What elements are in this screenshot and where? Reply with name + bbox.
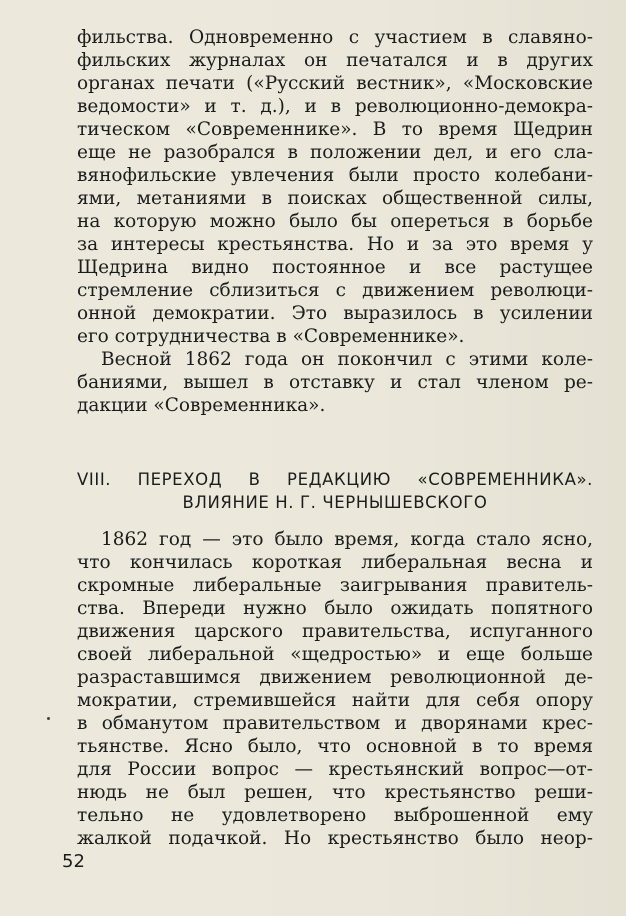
- text-line: разраставшимся движением революционной де-: [77, 667, 593, 688]
- text-line: ства. Впереди нужно было ожидать попятного: [77, 598, 593, 619]
- text-line: на которую можно было бы опереться в борьбе: [77, 211, 593, 232]
- text-line: мократии, стремившейся найти для себя опору: [77, 690, 593, 711]
- text-line: что кончилась короткая либеральная весна и: [77, 552, 593, 573]
- text-line: онной демократии. Это выразилось в усилении: [77, 303, 593, 324]
- text-line: тьянстве. Ясно было, что основной в то время: [77, 736, 593, 757]
- text-line: Весной 1862 года он покончил с этими коле-: [101, 349, 593, 370]
- text-line: тельно не удовлетворено выброшенной ему: [77, 805, 593, 826]
- text-line: ведомости» и т. д.), и в революционно-демокра-: [77, 96, 593, 117]
- text-block-bottom: [77, 528, 593, 850]
- text-line: за интересы крестьянства. Но и за это время у: [77, 234, 593, 255]
- text-line: органах печати («Русский вестник», «Московские: [77, 73, 593, 94]
- text-line: 1862 год — это было время, когда стало ясно,: [101, 529, 593, 550]
- text-block-top: [77, 26, 593, 417]
- text-line: его сотрудничества в «Современнике».: [77, 326, 465, 347]
- chapter-heading-line: ВЛИЯНИЕ Н. Г. ЧЕРНЫШЕВСКОГО: [182, 493, 488, 512]
- text-line: тическом «Современнике». В то время Щедрин: [77, 119, 593, 140]
- paragraph: [77, 348, 593, 417]
- text-line: своей либеральной «щедростью» и еще больше: [77, 644, 593, 665]
- text-line: вянофильские увлечения были просто колебани-: [77, 165, 593, 186]
- text-line: жалкой подачкой. Но крестьянство было неор-: [77, 828, 593, 849]
- text-line: для России вопрос — крестьянский вопрос—от-: [77, 759, 593, 780]
- text-line: Щедрина видно постоянное и все растущее: [77, 257, 593, 278]
- text-line: нюдь не был решен, что крестьянство реши-: [77, 782, 593, 803]
- text-line: дакции «Современника».: [77, 395, 326, 416]
- text-line: ями, метаниями в поисках общественной силы,: [77, 188, 593, 209]
- print-speck: [47, 717, 50, 720]
- text-line: фильства. Одновременно с участием в славяно-: [77, 27, 593, 48]
- text-line: стремление сблизиться с движением революци-: [77, 280, 593, 301]
- text-line: в обманутом правительством и дворянами крес-: [77, 713, 593, 734]
- chapter-heading: [77, 468, 593, 514]
- text-line: скромные либеральные заигрывания правитель-: [77, 575, 593, 596]
- text-line: движения царского правительства, испуганного: [77, 621, 593, 642]
- paragraph: [77, 528, 593, 850]
- text-line: еще не разобрался в положении дел, и его сла-: [77, 142, 593, 163]
- text-line: баниями, вышел в отставку и стал членом ре-: [77, 372, 593, 393]
- page-number: 52: [62, 851, 85, 872]
- chapter-heading-line: VIII. ПЕРЕХОД В РЕДАКЦИЮ «СОВРЕМЕННИКА».: [77, 470, 593, 489]
- paragraph: [77, 26, 593, 348]
- text-line: фильских журналах он печатался и в других: [77, 50, 593, 71]
